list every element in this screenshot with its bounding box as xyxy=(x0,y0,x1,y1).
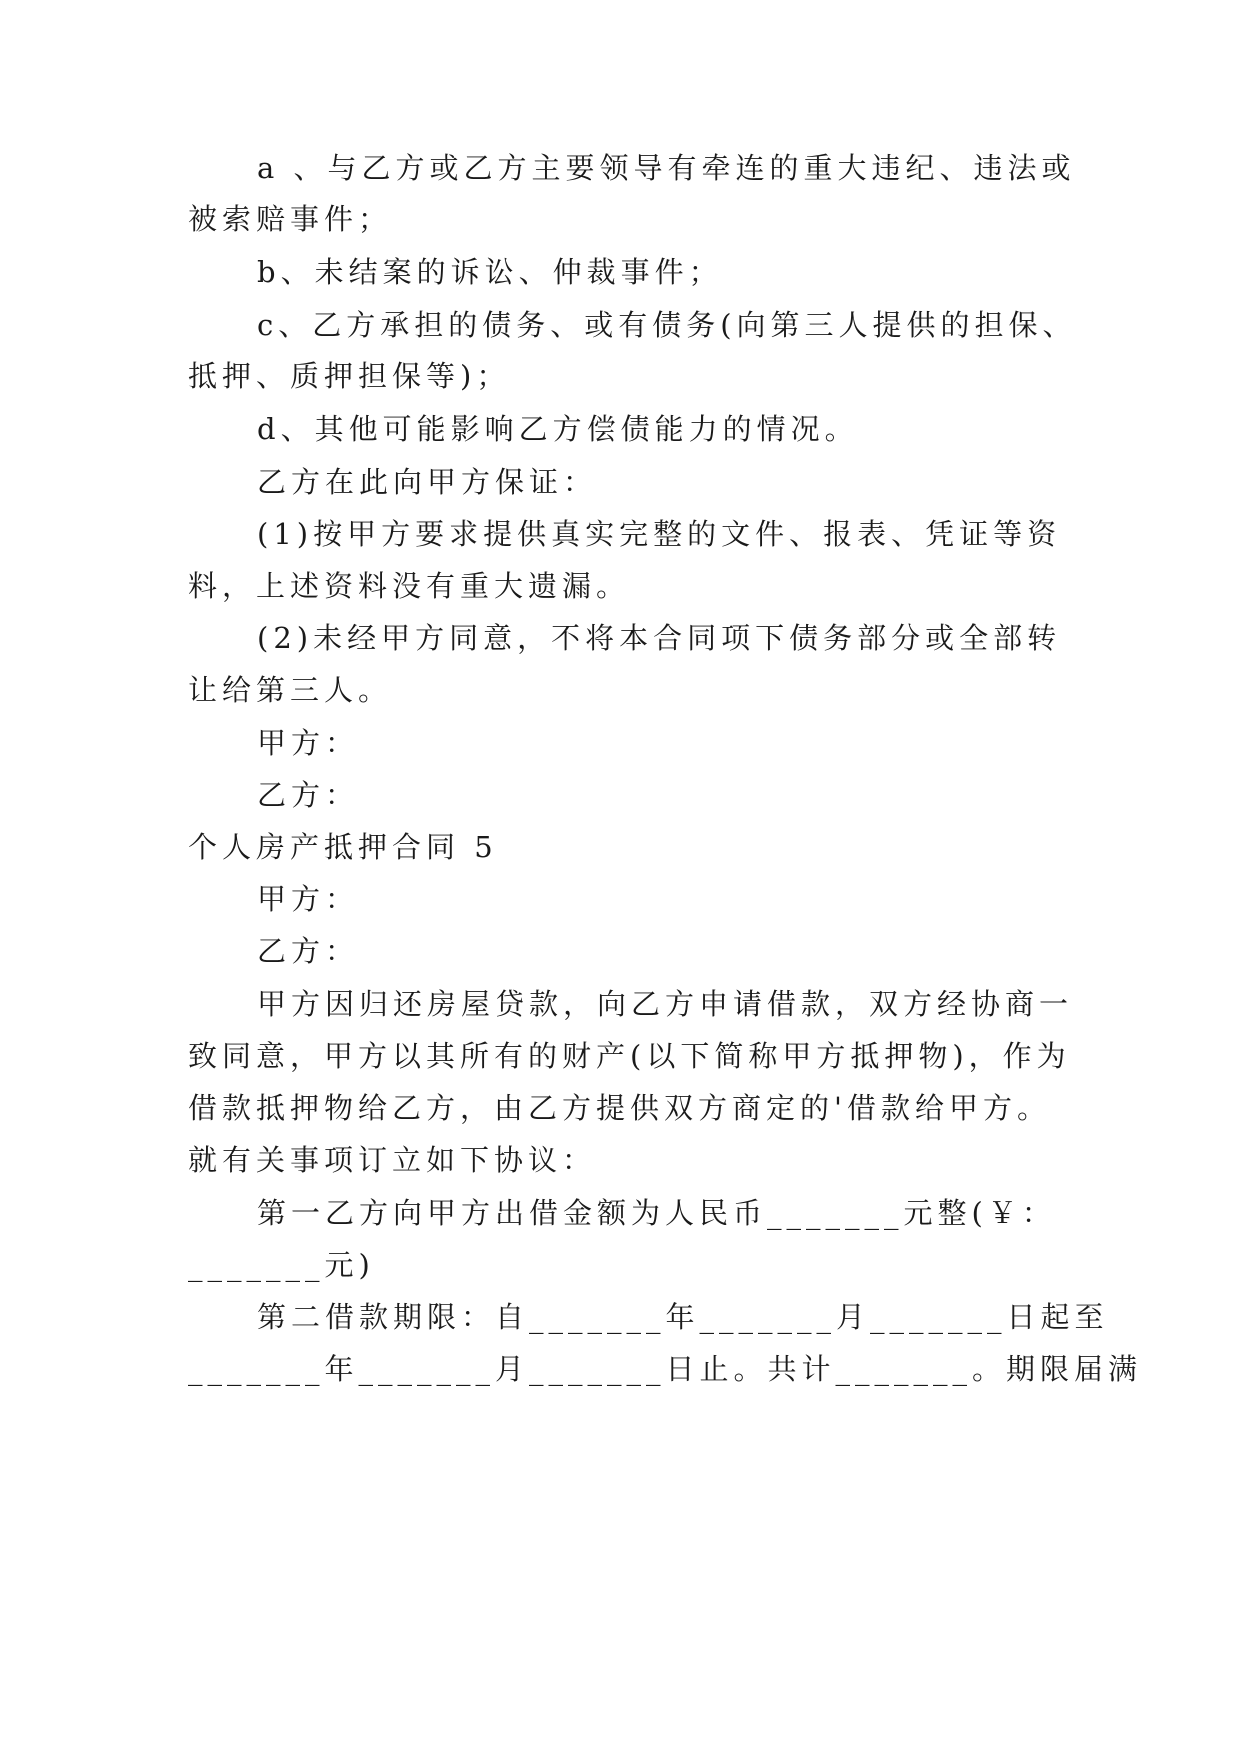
article-2-line-2: _______年_______月_______日止。共计_______。期限届满 xyxy=(188,1352,1143,1386)
clause-a-line-1: a 、与乙方或乙方主要领导有牵连的重大违纪、违法或 xyxy=(257,151,1076,185)
preamble-line-2: 致同意，甲方以其所有的财产(以下简称甲方抵押物)，作为 xyxy=(188,1039,1071,1073)
clause-a-line-2: 被索赔事件； xyxy=(188,202,393,236)
party-b-label: 乙方： xyxy=(257,934,360,968)
clause-d: d、其他可能影响乙方偿债能力的情况。 xyxy=(257,412,859,446)
guarantee-2-line-2: 让给第三人。 xyxy=(188,673,393,707)
party-a-label: 甲方： xyxy=(257,882,360,916)
article-1-line-1: 第一乙方向甲方出借金额为人民币_______元整(￥： xyxy=(257,1196,1056,1230)
clause-c-line-2: 抵押、质押担保等)； xyxy=(188,359,511,393)
article-2-line-1: 第二借款期限：自_______年_______月_______日起至 xyxy=(257,1300,1109,1334)
article-1-line-2: _______元) xyxy=(188,1248,375,1282)
contract-title: 个人房产抵押合同 5 xyxy=(188,830,498,864)
party-b-signature: 乙方： xyxy=(257,778,360,812)
guarantee-2-line-1: (2)未经甲方同意，不将本合同项下债务部分或全部转 xyxy=(257,621,1062,655)
preamble-line-1: 甲方因归还房屋贷款，向乙方申请借款，双方经协商一 xyxy=(257,987,1074,1021)
guarantee-1-line-2: 料，上述资料没有重大遗漏。 xyxy=(188,569,631,603)
guarantee-heading: 乙方在此向甲方保证： xyxy=(257,465,598,499)
preamble-line-4: 就有关事项订立如下协议： xyxy=(188,1143,597,1177)
party-a-signature: 甲方： xyxy=(257,726,360,760)
guarantee-1-line-1: (1)按甲方要求提供真实完整的文件、报表、凭证等资 xyxy=(257,517,1062,551)
clause-c-line-1: c、乙方承担的债务、或有债务(向第三人提供的担保、 xyxy=(257,308,1077,342)
preamble-line-3: 借款抵押物给乙方，由乙方提供双方商定的'借款给甲方。 xyxy=(188,1091,1051,1125)
clause-b: b、未结案的诉讼、仲裁事件； xyxy=(257,255,723,289)
